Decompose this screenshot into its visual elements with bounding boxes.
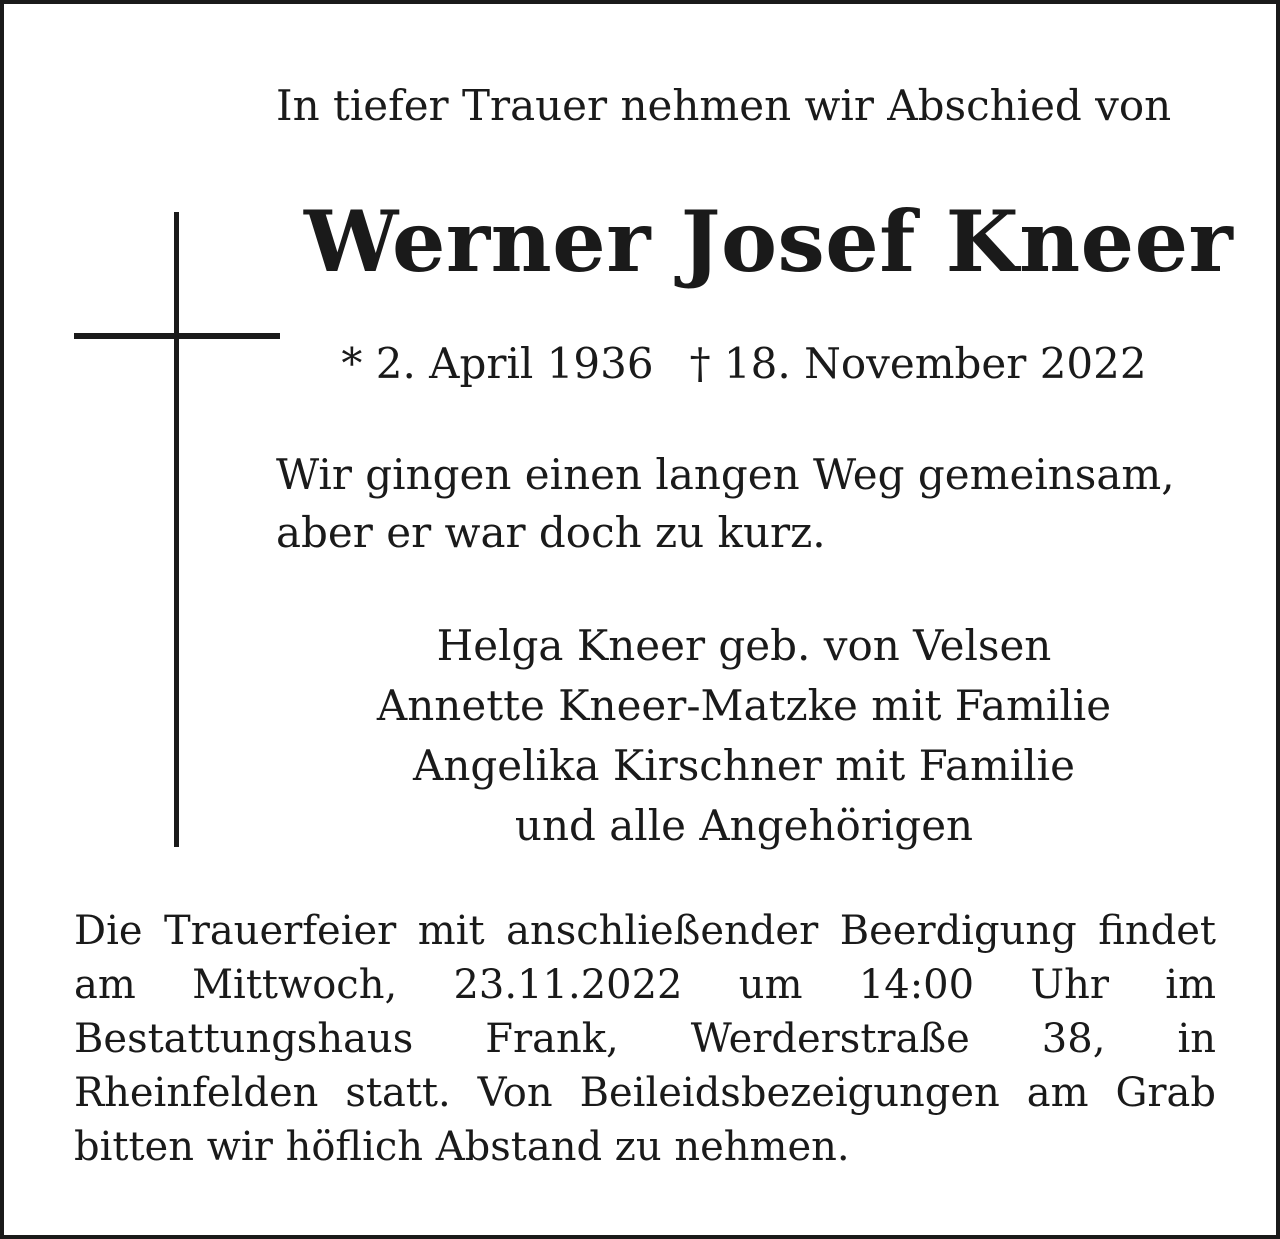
cross-horizontal-bar — [74, 333, 280, 339]
quote-line: Wir gingen einen langen Weg gemeinsam, — [276, 450, 1175, 499]
quote-line: aber er war doch zu kurz. — [276, 508, 826, 557]
mourner: und alle Angehörigen — [514, 801, 974, 850]
cross-vertical-bar — [174, 212, 179, 847]
death-date: † 18. November 2022 — [689, 339, 1147, 388]
deceased-name: Werner Josef Kneer — [304, 192, 1234, 291]
mourner: Helga Kneer geb. von Velsen — [436, 621, 1052, 670]
life-dates — [334, 337, 1154, 391]
memorial-quote — [276, 446, 1216, 562]
mourner: Annette Kneer-Matzke mit Familie — [376, 681, 1112, 730]
intro-line: In tiefer Trauer nehmen wir Abschied von — [276, 81, 1172, 130]
ceremony-info: Die Trauerfeier mit anschließender Beerdigung findet am Mittwoch, 23.11.2022 um 14:00 Uhr im Bestattungshaus Frank, Werderstraße 38, in Rheinfelden statt. Von Beileidsbezeigungen am Grab bitten wir höflich Abstand zu nehmen. — [74, 908, 1216, 1170]
mourners-list — [304, 616, 1184, 856]
mourner: Angelika Kirschner mit Familie — [413, 741, 1075, 790]
birth-date: * 2. April 1936 — [341, 339, 654, 388]
